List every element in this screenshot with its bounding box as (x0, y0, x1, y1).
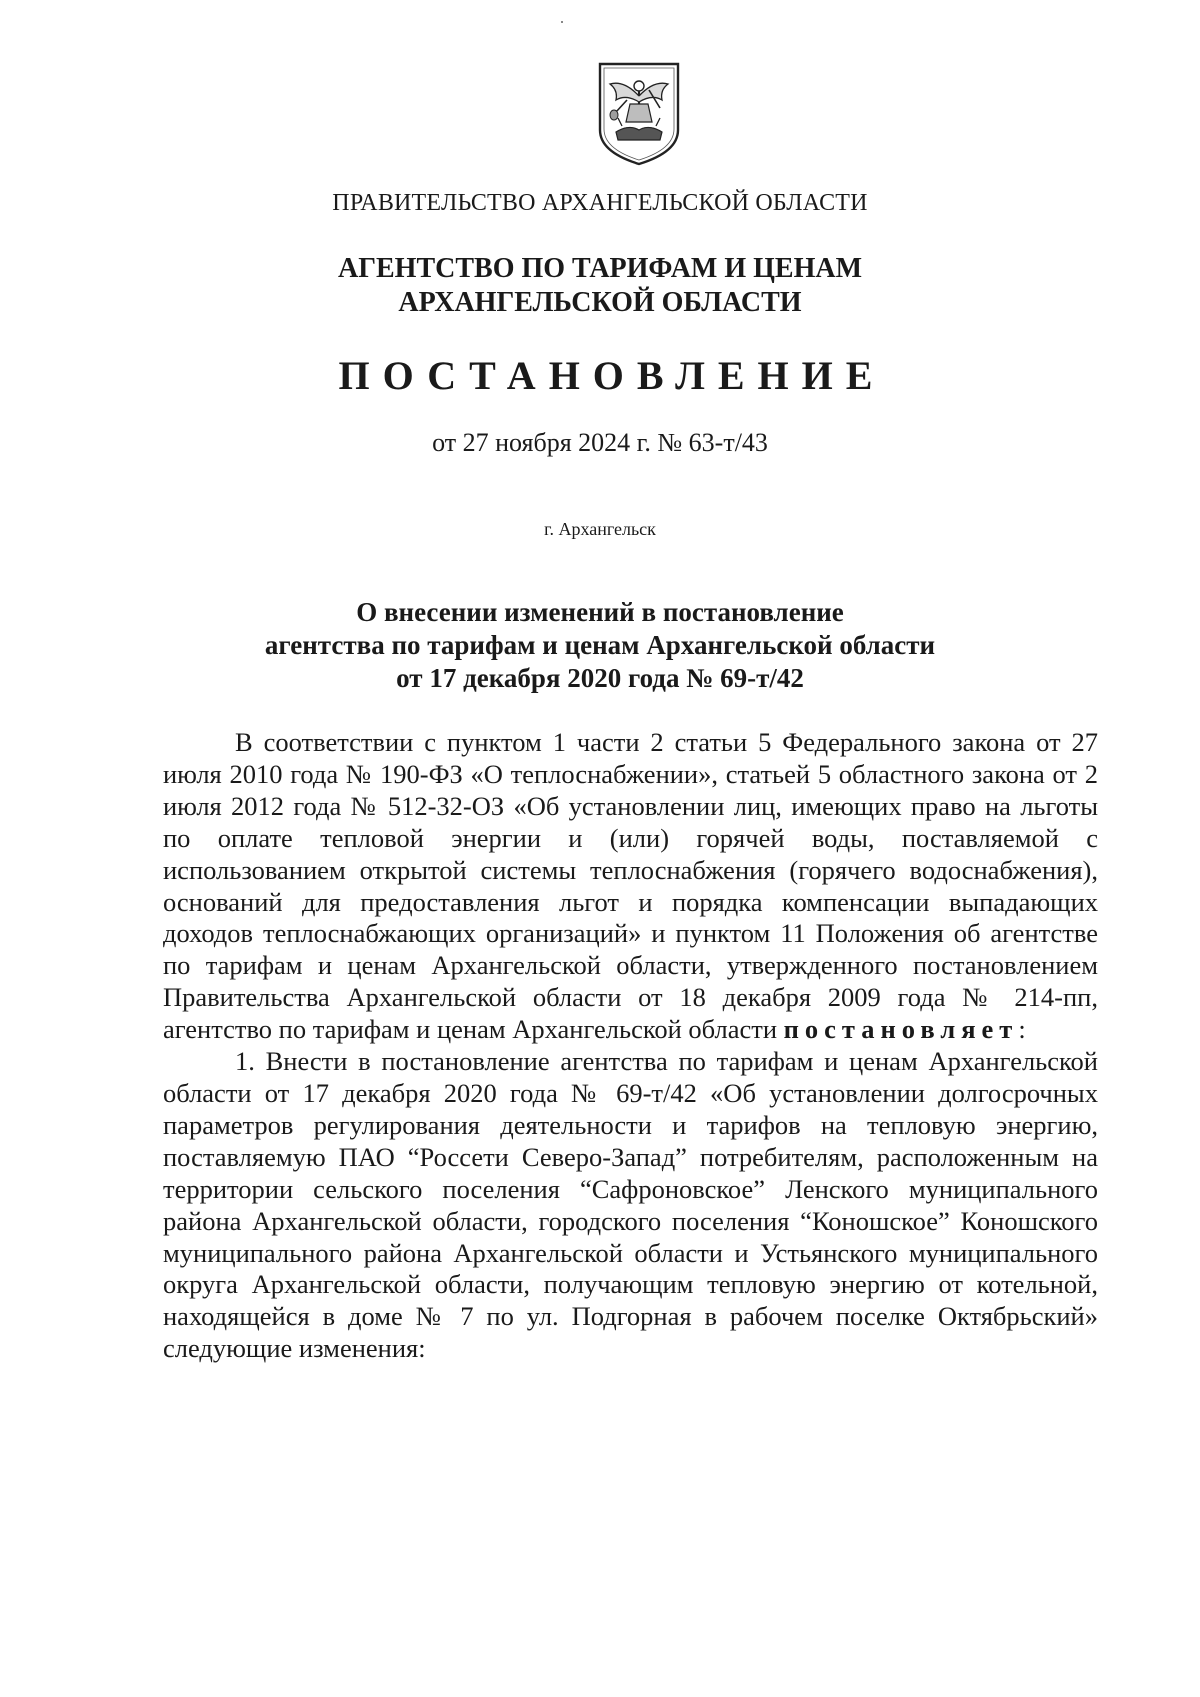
agency-name-line-2: АРХАНГЕЛЬСКОЙ ОБЛАСТИ (398, 287, 802, 318)
document-type: ПОСТАНОВЛЕНИЕ (338, 353, 886, 398)
agency-name-line-1: АГЕНТСТВО ПО ТАРИФАМ И ЦЕНАМ (337, 253, 863, 284)
title-line-1: О внесении изменений в постановление (356, 597, 844, 627)
preamble-paragraph (163, 727, 1098, 1046)
coat-of-arms-icon (594, 60, 684, 168)
decree-colon: : (1018, 1014, 1026, 1045)
preamble-text: В соответствии с пунктом 1 части 2 статьи 5 Федерального закона от 27 июля 2010 года № 190-ФЗ «О теплоснабжении», статьей 5 областного закона от 2 июля 2012 года № 512-32-ОЗ «Об установлении лиц, имеющих право на льготы по оплате тепловой энергии и (или) горячей воды, поставляемой с использованием открытой системы теплоснабжения (горячего водоснабжения), оснований для предоставления льгот и порядка компенсации выпадающих доходов теплоснабжающих организаций» и пунктом 11 Положения об агентстве по тарифам и ценам Архангельской области, утвержденного постановлением Правительства Архангельской области от 18 декабря 2009 года № 214-пп, агентство по тарифам и ценам Архангельской области (163, 727, 1098, 1045)
decree-word: постановляет (783, 1014, 1019, 1045)
title-line-2: агентства по тарифам и ценам Архангельской области (264, 630, 936, 660)
title-line-3: от 17 декабря 2020 года № 69-т/42 (396, 663, 804, 693)
scan-artifact (561, 21, 563, 23)
document-date-number: от 27 ноября 2024 г. № 63-т/43 (432, 428, 768, 457)
item-1-paragraph: 1. Внести в постановление агентства по тарифам и ценам Архангельской области от 17 декабря 2020 года № 69-т/42 «Об установлении долгосрочных параметров регулирования деятельности и тарифов на тепловую энергию, поставляемую ПАО “Россети Северо-Запад” потребителям, расположенным на территории сельского поселения “Сафроновское” Ленского муниципального района Архангельской области, городского поселения “Коношское” Коношского муниципального района Архангельской области и Устьянского муниципального округа Архангельской области, получающим тепловую энергию от котельной, находящейся в доме № 7 по ул. Подгорная в рабочем поселке Октябрьский» следующие изменения: (163, 1046, 1098, 1364)
document-body (163, 727, 1098, 1365)
agency-name (0, 252, 1200, 320)
document-city: г. Архангельск (544, 519, 656, 539)
government-name: ПРАВИТЕЛЬСТВО АРХАНГЕЛЬСКОЙ ОБЛАСТИ (332, 190, 868, 216)
document-title (0, 596, 1200, 695)
